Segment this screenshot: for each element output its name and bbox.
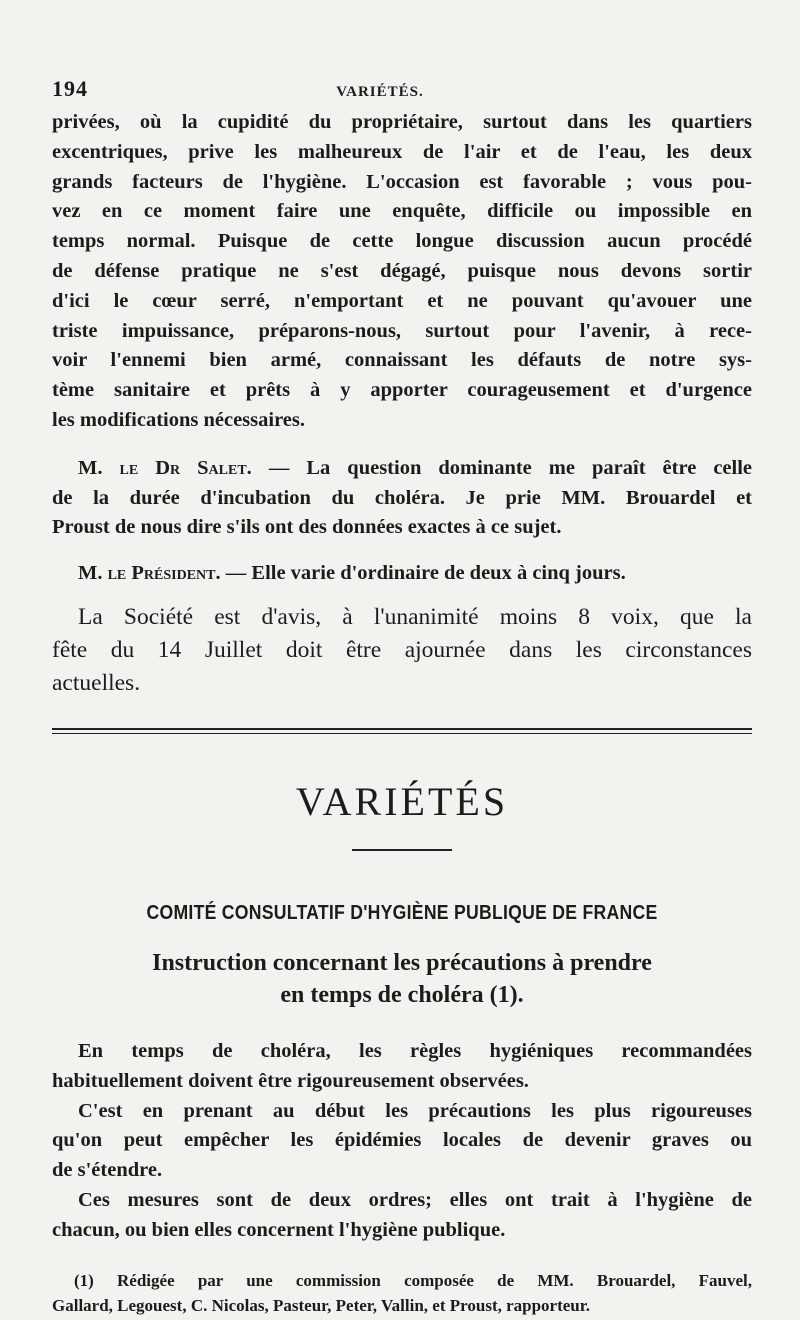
text-line: actuelles. (52, 669, 141, 696)
discussion-paragraph (52, 108, 752, 436)
text-line: privées, où la cupidité du propriétaire, surtout dans les quartiers (52, 111, 752, 133)
running-title: VARIÉTÉS. (336, 84, 424, 100)
text-line: La Société est d'avis, à l'unanimité moins 8 voix, que la (78, 603, 752, 630)
instruction-title (52, 947, 752, 1011)
text-line: C'est en prenant au début les précautions les plus rigoureuses (78, 1099, 752, 1122)
text-line: de la durée d'incubation du choléra. Je prie MM. Brouardel et (52, 486, 752, 509)
footnote-line: (1) Rédigée par une commission composée de MM. Brouardel, Fauvel, (74, 1270, 752, 1290)
text-line: temps normal. Puisque de cette longue discussion aucun procédé (52, 230, 752, 253)
text-line: habituellement doivent être rigoureusement observées. (52, 1069, 529, 1092)
text-line: En temps de choléra, les règles hygiéniques recommandées (78, 1039, 752, 1062)
text-line: triste impuissance, préparons-nous, surtout pour l'avenir, à rece- (52, 319, 752, 342)
text-line: excentriques, prive les malheureux de l'air et de l'eau, les deux (52, 140, 752, 163)
committee-heading: COMITÉ CONSULTATIF D'HYGIÈNE PUBLIQUE DE FRANCE (146, 900, 658, 924)
text-line: de défense pratique ne s'est dégagé, puisque nous devons sortir (52, 259, 752, 282)
running-head (52, 76, 752, 106)
text-line: tème sanitaire et prêts à y apporter courageusement et d'urgence (52, 379, 752, 402)
resolution-paragraph (52, 601, 752, 700)
title-rule (352, 849, 452, 851)
text-line: fête du 14 Juillet doit être ajournée dans les circonstances (52, 636, 752, 663)
text-line: de s'étendre. (52, 1159, 163, 1182)
text-line: grands facteurs de l'hygiène. L'occasion est favorable ; vous pou- (52, 170, 752, 193)
instruction-body (52, 1037, 752, 1246)
book-page (52, 76, 752, 1318)
text-line: Ces mesures sont de deux ordres; elles ont trait à l'hygiène de (78, 1188, 752, 1211)
speaker-name: M. le Dr Salet. (78, 456, 252, 479)
salet-paragraph (52, 454, 752, 543)
section-title: VARIÉTÉS (295, 778, 509, 824)
page-number: 194 (52, 76, 88, 101)
text-line: d'ici le cœur serré, n'emportant et ne pouvant qu'avouer une (52, 289, 752, 312)
footnote-line: Gallard, Legouest, C. Nicolas, Pasteur, Peter, Vallin, et Proust, rapporteur. (52, 1295, 590, 1315)
instruction-title-line: Instruction concernant les précautions à prendre (152, 949, 652, 976)
speech-text: — La question dominante me paraît être celle (251, 456, 753, 479)
speaker-name: M. le Président. (78, 562, 221, 585)
text-line: voir l'ennemi bien armé, connaissant les défauts de notre sys- (52, 349, 752, 372)
president-paragraph (52, 559, 752, 589)
text-line: chacun, ou bien elles concernent l'hygiène publique. (52, 1218, 506, 1241)
speech-text: — Elle varie d'ordinaire de deux à cinq jours. (220, 562, 626, 585)
text-line: Proust de nous dire s'ils ont des données exactes à ce sujet. (52, 516, 562, 539)
footnote (52, 1268, 752, 1318)
text-line: qu'on peut empêcher les épidémies locales de devenir graves ou (52, 1129, 752, 1152)
section-divider (52, 728, 752, 734)
instruction-title-line: en temps de choléra (1). (280, 981, 524, 1008)
text-line: les modifications nécessaires. (52, 408, 305, 431)
text-line: vez en ce moment faire une enquête, difficile ou impossible en (52, 200, 752, 223)
